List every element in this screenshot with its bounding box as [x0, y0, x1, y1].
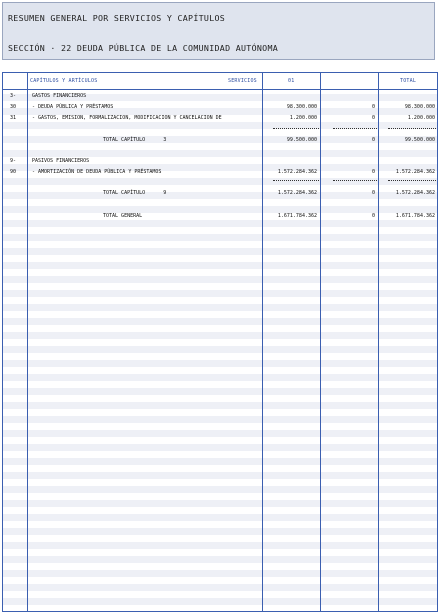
col-divider — [378, 73, 379, 611]
row-total: 1.572.284.362 — [395, 190, 435, 196]
row-value-2: 0 — [371, 190, 375, 196]
row-value-01: 99.500.000 — [286, 137, 317, 143]
row-value-2: 0 — [371, 115, 375, 121]
col-divider — [27, 73, 28, 611]
row-total: 98.300.000 — [404, 104, 435, 110]
subtotal-rule — [388, 180, 436, 181]
row-value-01: 1.671.784.362 — [277, 213, 317, 219]
row-code: 9- — [10, 158, 17, 164]
col-divider — [262, 73, 263, 611]
row-value-01: 98.300.000 — [286, 104, 317, 110]
row-value-2: 0 — [371, 169, 375, 175]
row-value-2: 0 — [371, 213, 375, 219]
row-value-01: 1.200.000 — [289, 115, 317, 121]
grand-total-label: TOTAL GENERAL — [103, 213, 143, 219]
row-label: PASIVOS FINANCIEROS — [32, 158, 90, 164]
section-title: SECCIÓN · 22 DEUDA PÚBLICA DE LA COMUNIDAD AUTÓNOMA — [8, 43, 279, 53]
row-code: 30 — [10, 104, 17, 110]
subtotal-rule — [333, 128, 377, 129]
report-title: RESUMEN GENERAL POR SERVICIOS Y CAPÍTULOS — [8, 13, 226, 23]
row-total: 1.200.000 — [407, 115, 435, 121]
row-label: GASTOS FINANCIEROS — [32, 93, 87, 99]
row-value-01: 1.572.284.362 — [277, 169, 317, 175]
row-total: 1.572.284.362 — [395, 169, 435, 175]
subtotal-label: TOTAL CAPÍTULO 3 — [103, 137, 167, 143]
row-code: 90 — [10, 169, 17, 175]
row-label: - GASTOS, EMISIÓN, FORMALIZACIÓN, MODIFICACIÓN Y CANCELACIÓN DE — [32, 115, 222, 121]
col-01-header: 01 — [288, 78, 295, 84]
summary-table — [2, 72, 438, 612]
table-header — [3, 73, 437, 90]
col-servicios-header: SERVICIOS — [228, 78, 257, 84]
col-capitulos-header: CAPÍTULOS Y ARTÍCULOS — [30, 78, 98, 84]
subtotal-label: TOTAL CAPÍTULO 9 — [103, 190, 167, 196]
subtotal-rule — [388, 128, 436, 129]
report-header — [2, 2, 435, 60]
subtotal-rule — [333, 180, 377, 181]
col-total-header: TOTAL — [400, 78, 417, 84]
row-total: 1.671.784.362 — [395, 213, 435, 219]
row-label: - DEUDA PÚBLICA Y PRÉSTAMOS — [32, 104, 114, 110]
col-divider — [320, 73, 321, 611]
row-total: 99.500.000 — [404, 137, 435, 143]
row-value-01: 1.572.284.362 — [277, 190, 317, 196]
row-label: - AMORTIZACIÓN DE DEUDA PÚBLICA Y PRÉSTAMOS — [32, 169, 162, 175]
subtotal-rule — [273, 128, 319, 129]
row-code: 3- — [10, 93, 17, 99]
row-value-2: 0 — [371, 104, 375, 110]
subtotal-rule — [273, 180, 319, 181]
row-value-2: 0 — [371, 137, 375, 143]
row-code: 31 — [10, 115, 17, 121]
